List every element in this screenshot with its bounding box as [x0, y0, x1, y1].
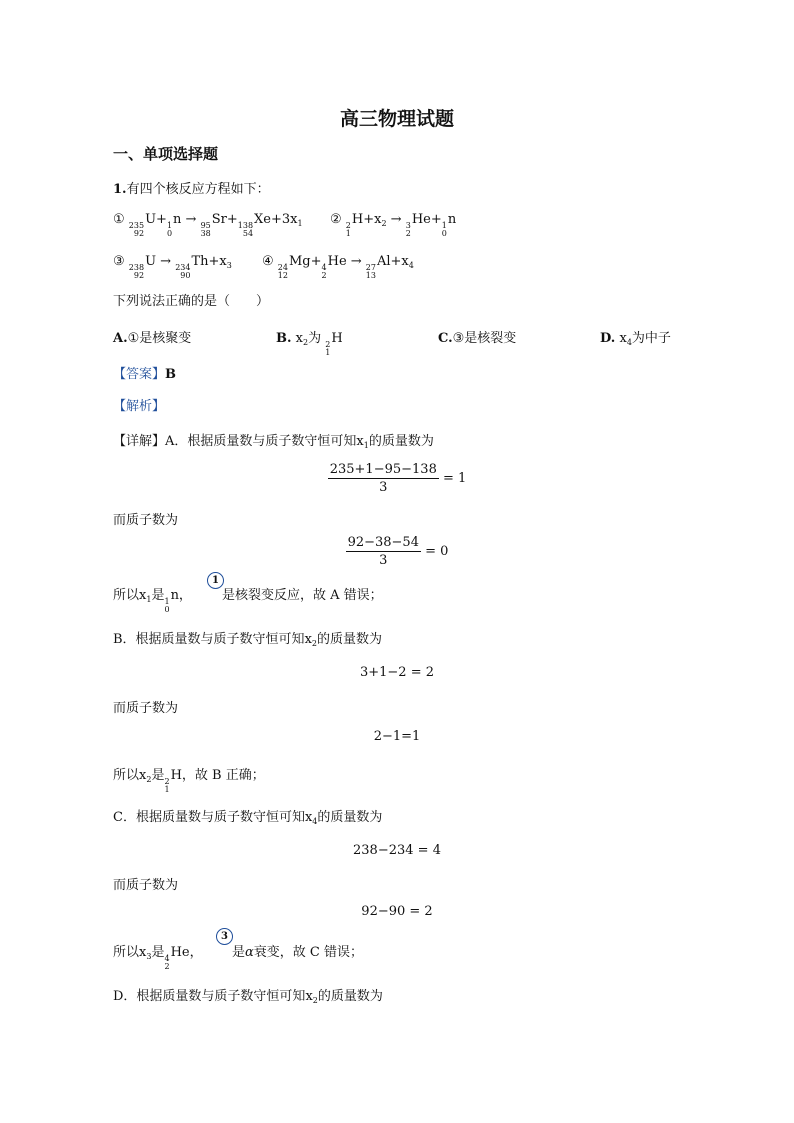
conclusion-a-tail: 是核裂变反应，故 A 错误； [222, 588, 383, 603]
proton-line-b: 而质子数为 [113, 701, 179, 716]
option-c-text: ③是核裂变 [452, 331, 517, 346]
proton-line-c: 而质子数为 [113, 878, 179, 893]
reaction-4: ④ 24 12 Mg+ 4 2 He → 27 13 $Al+x_4$ [262, 254, 414, 280]
equation-a1: $\frac{235+1-95-138}{3}$ = 1 [329, 462, 467, 495]
option-c[interactable] [438, 327, 516, 346]
page-title: 高三物理试题 [339, 108, 454, 130]
section-heading: 一、单项选择题 [113, 145, 219, 163]
option-a-key: A. [113, 331, 128, 346]
equation-a2: $\frac{92-38-54}{3}$ = 0 [347, 535, 449, 568]
conclusion-c-tail: 是α衰变，故 C 错误； [232, 945, 364, 960]
conclusion-b: 所以$x_2$是 2 1 H，故 B 正确； [113, 768, 265, 794]
question-ask: 下列说法正确的是（ ） [113, 294, 270, 309]
reaction-2: ② 2 1 $H+x_2$ → 3 2 He+ 1 0 n [330, 212, 457, 238]
option-a-text: ①是核聚变 [127, 331, 192, 346]
answer-tag: 【答案】 [113, 367, 166, 382]
conclusion-a: 所以$x_1$是 1 0 n， [113, 588, 192, 614]
conclusion-c: 所以$x_3$是 4 2 He， [113, 945, 203, 971]
reaction-1-label: ① [113, 212, 125, 227]
detail-d-line: D．根据质量数与质子数守恒可知$x_2$的质量数为 [113, 989, 383, 1005]
equation-c2: 92−90 = 2 [361, 904, 433, 919]
circle-3-icon: 3 [216, 928, 233, 945]
option-a[interactable] [113, 327, 191, 346]
reaction-3-label: ③ [113, 254, 125, 269]
option-b-key: B. [276, 331, 292, 346]
analysis-tag: 【解析】 [113, 399, 166, 414]
reaction-1: ① 235 92 U+ 1 0 n → 95 38 Sr+ 138 54 $Xe+3x_1$ [113, 212, 303, 238]
detail-tag: 【详解】 [113, 434, 166, 449]
reaction-4-label: ④ [262, 254, 274, 269]
equation-b2: 2−1=1 [373, 729, 421, 744]
equation-b1: 3+1−2 = 2 [359, 665, 435, 680]
proton-line-a: 而质子数为 [113, 513, 179, 528]
circle-1-icon: 1 [207, 572, 224, 589]
option-c-key: C. [438, 331, 453, 346]
detail-a-line: 【详解】A．根据质量数与质子数守恒可知$x_1$的质量数为 [113, 434, 434, 450]
answer-value: B [165, 367, 177, 382]
question-text: 有四个核反应方程如下： [126, 182, 270, 197]
option-b[interactable]: B. $x_2$为 2 1 H [276, 331, 343, 357]
equation-c1: 238−234 = 4 [353, 843, 441, 858]
detail-c-line: C．根据质量数与质子数守恒可知$x_4$的质量数为 [113, 810, 383, 826]
question-number: 1. [113, 182, 127, 197]
answer-line [113, 363, 176, 382]
reaction-3: ③ 238 92 U → 234 90 $Th+x_3$ [113, 254, 232, 280]
question-stem [113, 178, 270, 197]
option-d[interactable]: D. $x_4$为中子 [600, 331, 671, 347]
detail-b-line: B．根据质量数与质子数守恒可知$x_2$的质量数为 [113, 632, 383, 648]
option-d-key: D. [600, 331, 616, 346]
reaction-2-label: ② [330, 212, 342, 227]
